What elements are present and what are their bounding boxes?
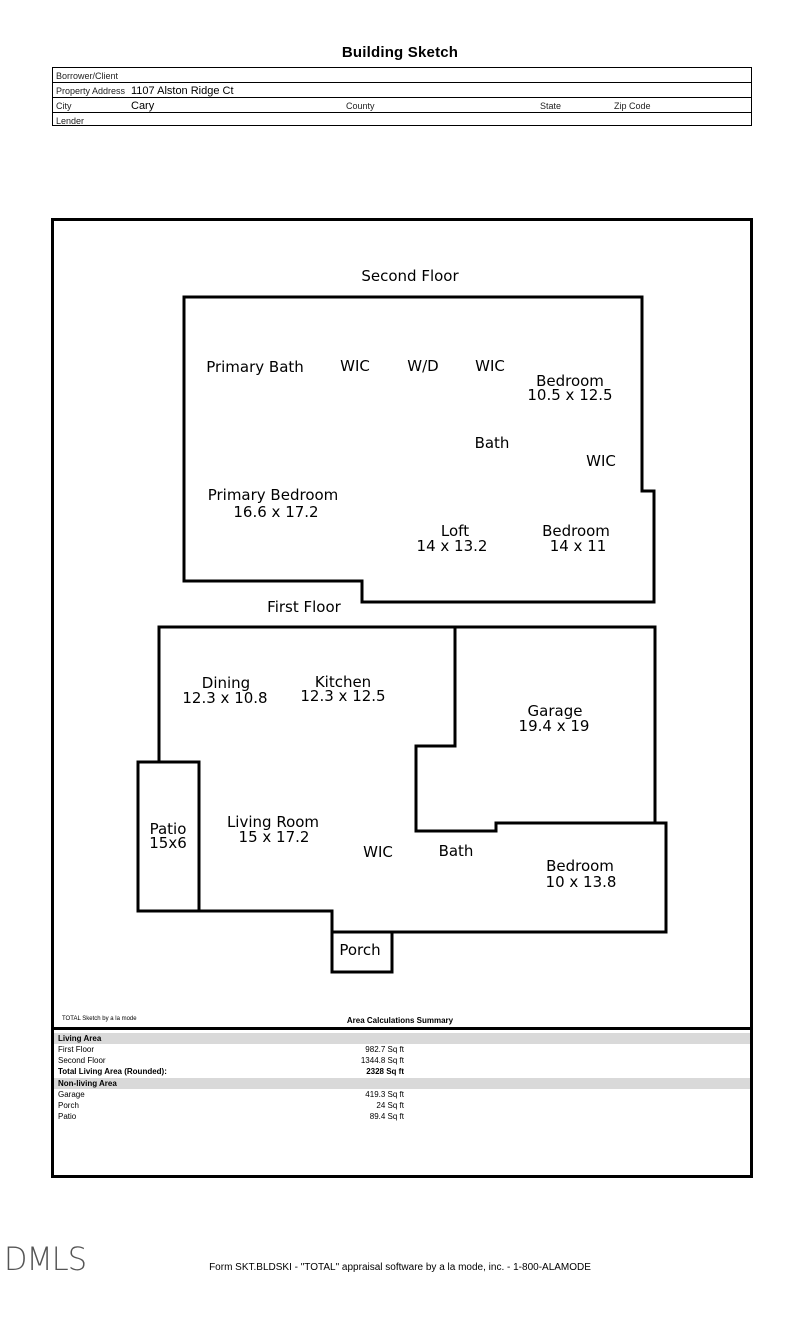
area-value: 1344.8 Sq ft xyxy=(360,1056,404,1065)
area-value: 2328 Sq ft xyxy=(366,1067,404,1076)
room-loft-name: Loft xyxy=(440,522,470,540)
room-primary-bedroom-dims: 16.6 x 17.2 xyxy=(233,503,319,521)
area-divider xyxy=(54,1027,750,1030)
area-row-first-floor xyxy=(54,1044,750,1055)
area-row-living-area-header xyxy=(54,1033,750,1044)
room-wd: W/D xyxy=(407,357,439,375)
area-label: Garage xyxy=(58,1090,85,1099)
room-bedroom-lower-name: Bedroom xyxy=(546,857,614,875)
area-summary-title: Area Calculations Summary xyxy=(346,1016,454,1025)
dmls-watermark-logo: DMLS xyxy=(4,1240,87,1278)
area-row-patio xyxy=(54,1111,750,1122)
form-footer: Form SKT.BLDSKI - "TOTAL" appraisal software by a la mode, inc. - 1-800-ALAMODE xyxy=(209,1262,591,1273)
room-bedroom-2-name: Bedroom xyxy=(542,522,610,540)
room-bedroom-lower-dims: 10 x 13.8 xyxy=(545,873,617,891)
room-living-dims: 15 x 17.2 xyxy=(238,828,310,846)
area-row-garage xyxy=(54,1089,750,1100)
area-label: Porch xyxy=(58,1101,79,1110)
room-bedroom-1-dims: 10.5 x 12.5 xyxy=(527,386,613,404)
area-label: Living Area xyxy=(58,1034,102,1043)
address-label: Property Address xyxy=(56,86,126,96)
room-dining-name: Dining xyxy=(201,674,251,692)
room-primary-bedroom-name: Primary Bedroom xyxy=(207,486,339,504)
area-value: 89.4 Sq ft xyxy=(369,1112,404,1121)
area-value: 419.3 Sq ft xyxy=(365,1090,404,1099)
area-row-non-living-header xyxy=(54,1078,750,1089)
area-label: Patio xyxy=(58,1112,77,1121)
zip-label: Zip Code xyxy=(614,101,651,111)
lender-label: Lender xyxy=(56,116,85,126)
second-floor-outline xyxy=(184,297,654,602)
room-bedroom-2-dims: 14 x 11 xyxy=(549,537,607,555)
room-wic-lower: WIC xyxy=(363,843,393,861)
document-title: Building Sketch xyxy=(341,44,459,61)
state-label: State xyxy=(540,101,562,111)
county-label: County xyxy=(346,101,375,111)
area-label: Second Floor xyxy=(58,1056,106,1065)
room-bath-lower: Bath xyxy=(438,842,474,860)
address-value: 1107 Alston Ridge Ct xyxy=(131,85,234,97)
area-label: First Floor xyxy=(58,1045,94,1054)
room-living-name: Living Room xyxy=(226,813,320,831)
second-floor-title: Second Floor xyxy=(361,267,459,285)
room-bedroom-1-name: Bedroom xyxy=(536,372,604,390)
area-row-second-floor xyxy=(54,1055,750,1066)
sketch-credit: TOTAL Sketch by a la mode xyxy=(62,1016,137,1022)
first-floor-title: First Floor xyxy=(267,598,341,616)
room-loft-dims: 14 x 13.2 xyxy=(416,537,488,555)
room-bath-upper: Bath xyxy=(474,434,510,452)
room-primary-bath: Primary Bath xyxy=(206,358,304,376)
city-value: Cary xyxy=(131,100,155,112)
room-wic-2: WIC xyxy=(475,357,505,375)
room-wic-1: WIC xyxy=(340,357,370,375)
area-label: Total Living Area (Rounded): xyxy=(58,1067,167,1076)
room-patio-name: Patio xyxy=(149,820,187,838)
room-dining-dims: 12.3 x 10.8 xyxy=(182,689,268,707)
city-label: City xyxy=(56,101,72,111)
borrower-label: Borrower/Client xyxy=(56,71,119,81)
area-row-porch xyxy=(54,1100,750,1111)
room-wic-3: WIC xyxy=(586,452,616,470)
room-patio-dims: 15x6 xyxy=(149,834,187,852)
area-label: Non-living Area xyxy=(58,1079,117,1088)
area-value: 982.7 Sq ft xyxy=(365,1045,404,1054)
room-porch: Porch xyxy=(339,941,381,959)
area-row-total-living xyxy=(54,1066,750,1077)
room-garage-dims: 19.4 x 19 xyxy=(518,717,590,735)
room-kitchen-name: Kitchen xyxy=(314,673,372,691)
area-value: 24 Sq ft xyxy=(376,1101,404,1110)
room-kitchen-dims: 12.3 x 12.5 xyxy=(300,687,386,705)
room-garage-name: Garage xyxy=(527,702,583,720)
